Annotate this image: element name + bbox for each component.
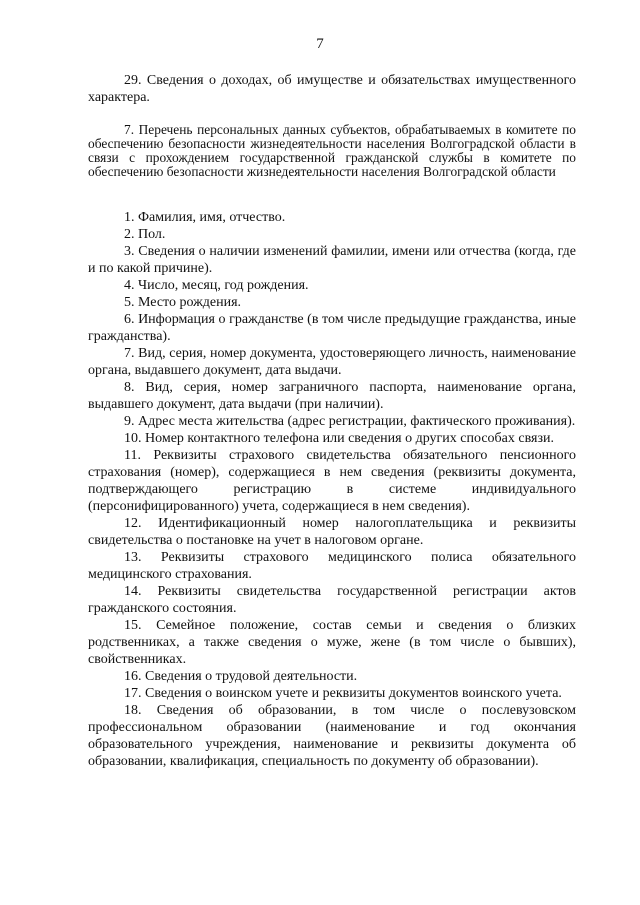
list-item: 6. Информация о гражданстве (в том числе предыдущие гражданства, иные гражданства). bbox=[88, 312, 576, 344]
list-item: 3. Сведения о наличии изменений фамилии, имени или отчества (когда, где и по какой причине). bbox=[88, 244, 576, 276]
page-number: 7 bbox=[316, 36, 324, 52]
section-7-items bbox=[88, 209, 576, 770]
list-item: 9. Адрес места жительства (адрес регистрации, фактического проживания). bbox=[124, 414, 576, 429]
list-item: 2. Пол. bbox=[124, 227, 166, 242]
list-item: 10. Номер контактного телефона или сведения о других способах связи. bbox=[124, 431, 554, 446]
item-29-block bbox=[88, 72, 576, 106]
list-item: 11. Реквизиты страхового свидетельства обязательного пенсионного страхования (номер), содержащиеся в нем сведения (реквизиты документа, подтверждающего регистрацию в системе индивидуального (персонифицированного) учета, содержащиеся в нем сведения). bbox=[88, 448, 576, 514]
list-item: 4. Число, месяц, год рождения. bbox=[124, 278, 309, 293]
paragraph-item-29: 29. Сведения о доходах, об имуществе и обязательствах имущественного характера. bbox=[88, 73, 576, 105]
list-item: 14. Реквизиты свидетельства государственной регистрации актов гражданского состояния. bbox=[88, 584, 576, 616]
list-item: 8. Вид, серия, номер заграничного паспорта, наименование органа, выдавшего документ, дата выдачи (при наличии). bbox=[88, 380, 576, 412]
list-item: 16. Сведения о трудовой деятельности. bbox=[124, 669, 358, 684]
list-item: 5. Место рождения. bbox=[124, 295, 242, 310]
list-item: 18. Сведения об образовании, в том числе о послевузовском профессиональном образовании (наименование и год окончания образовательного учреждения, наименование и реквизиты документа об образовании, квалификация, специальность по документу об образовании). bbox=[88, 703, 576, 769]
list-item: 12. Идентификационный номер налогоплательщика и реквизиты свидетельства о постановке на учет в налоговом органе. bbox=[88, 516, 576, 548]
section-7-heading-block bbox=[88, 123, 576, 179]
section-7-heading: 7. Перечень персональных данных субъектов, обрабатываемых в комитете по обеспечению безопасности жизнедеятельности населения Волгоградской области в связи с прохождением государственной гражданской службы в комитете по обеспечению безопасности жизнедеятельности населения Волгоградской области bbox=[88, 122, 576, 179]
list-item: 1. Фамилия, имя, отчество. bbox=[124, 210, 286, 225]
list-item: 15. Семейное положение, состав семьи и сведения о близких родственниках, а также сведения о муже, жене (в том числе о бывших), свойственниках. bbox=[88, 618, 576, 667]
list-item: 17. Сведения о воинском учете и реквизиты документов воинского учета. bbox=[124, 686, 562, 701]
list-item: 13. Реквизиты страхового медицинского полиса обязательного медицинского страхования. bbox=[88, 550, 576, 582]
list-item: 7. Вид, серия, номер документа, удостоверяющего личность, наименование органа, выдавшего документ, дата выдачи. bbox=[88, 346, 576, 378]
